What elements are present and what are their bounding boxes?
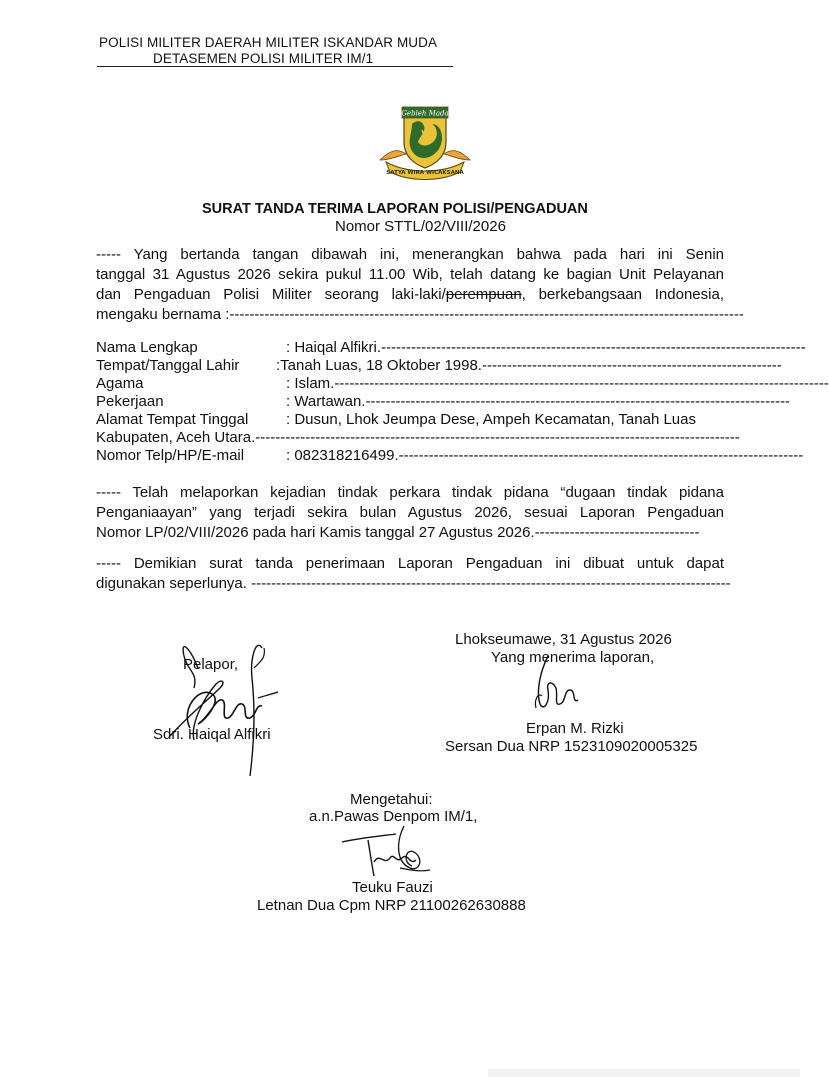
field-row-religion <box>96 375 829 393</box>
intro-line-2: tanggal 31 Agustus 2026 sekira pukul 11.00 Wib, telah datang ke bagian Unit Pelayanan <box>96 266 724 283</box>
field-label: Pekerjaan <box>96 393 164 410</box>
document-title: SURAT TANDA TERIMA LAPORAN POLISI/PENGADUAN <box>202 201 588 217</box>
field-row-address-cont <box>96 429 740 447</box>
closing-line-2: digunakan seperlunya. ------------------------------------------------------------------------------------------------ <box>96 575 731 592</box>
screen-edge-strip <box>488 1069 800 1077</box>
closing-paragraph <box>96 554 731 594</box>
intro-paragraph <box>96 245 744 325</box>
receiver-name: Erpan M. Rizki <box>526 720 624 737</box>
field-row-birth <box>96 357 782 375</box>
field-value: : Islam.--------------------------------------------------------------------------------------------------- <box>286 375 829 392</box>
intro-line-3 <box>96 285 724 305</box>
report-paragraph <box>96 483 724 543</box>
place-and-date: Lhokseumawe, 31 Agustus 2026 <box>455 631 672 648</box>
document-number: Nomor STTL/02/VIII/2026 <box>335 218 506 235</box>
commander-name: Teuku Fauzi <box>352 879 433 896</box>
receiver-label: Yang menerima laporan, <box>491 649 655 666</box>
receiver-rank: Sersan Dua NRP 1523109020005325 <box>445 738 698 755</box>
field-value: : 082318216499.--------------------------------------------------------------------------------- <box>286 447 804 464</box>
closing-line-1: ----- Demikian surat tanda penerimaan Laporan Pengaduan ini dibuat untuk dapat <box>96 555 724 572</box>
logo-banner-text: Gebleh Mada <box>401 109 449 118</box>
receiver-handwritten-signature <box>526 652 586 726</box>
field-row-contact <box>96 447 804 465</box>
unit-emblem-logo <box>372 102 478 186</box>
field-value: : Wartawan.------------------------------------------------------------------------------------- <box>286 393 791 410</box>
logo-ribbon-text: SATYA WIRA WICAKSANA <box>386 170 464 176</box>
field-value: : Dusun, Lhok Jeumpa Dese, Ampeh Kecamatan, Tanah Luas <box>286 411 696 428</box>
field-row-address <box>96 411 724 429</box>
field-label: Nomor Telp/HP/E-mail <box>96 447 245 464</box>
field-value: :Tanah Luas, 18 Oktober 1998.------------------------------------------------------------ <box>276 357 782 374</box>
intro-line-3-b: , berkebangsaan Indonesia, <box>521 286 724 303</box>
report-line-3: Nomor LP/02/VIII/2026 pada hari Kamis tanggal 27 Agustus 2026.--------------------------------- <box>96 524 700 541</box>
acknowledge-label: Mengetahui: <box>350 791 433 808</box>
header-underline <box>97 66 453 67</box>
reporter-label: Pelapor, <box>183 656 239 673</box>
reporter-name: Sdri. Haiqal Alfikri <box>153 726 271 743</box>
commander-rank: Letnan Dua Cpm NRP 21100262630888 <box>257 897 526 914</box>
header-line-1: POLISI MILITER DAERAH MILITER ISKANDAR MUDA <box>99 35 438 50</box>
field-label: Tempat/Tanggal Lahir <box>96 357 240 374</box>
field-label: Agama <box>96 375 144 392</box>
field-label: Nama Lengkap <box>96 339 198 356</box>
report-line-1: ----- Telah melaporkan kejadian tindak perkara tindak pidana “dugaan tindak pidana <box>96 484 724 501</box>
field-value: : Haiqal Alfikri.------------------------------------------------------------------------------------- <box>286 339 806 356</box>
intro-line-4: mengaku bernama :------------------------------------------------------------------------------------------------------- <box>96 306 744 323</box>
field-row-full-name <box>96 339 806 357</box>
report-line-2: Penganiaayan” yang terjadi sekira bulan Agustus 2026, sesuai Laporan Pengaduan <box>96 504 724 521</box>
field-label: Kabupaten, Aceh Utara.------------------------------------------------------------------------------------------------- <box>96 429 740 446</box>
intro-line-1: ----- Yang bertanda tangan dibawah ini, menerangkan bahwa pada hari ini Senin <box>96 246 724 263</box>
reporter-handwritten-signature <box>150 628 290 782</box>
header-line-2: DETASEMEN POLISI MILITER IM/1 <box>153 51 374 66</box>
field-label: Alamat Tempat Tinggal <box>96 411 249 428</box>
field-row-occupation <box>96 393 791 411</box>
intro-line-3-a: dan Pengaduan Polisi Militer seorang laki-laki/ <box>96 286 446 303</box>
struck-gender-option: perempuan <box>445 286 522 303</box>
acknowledge-on-behalf: a.n.Pawas Denpom IM/1, <box>309 808 478 825</box>
commander-handwritten-signature <box>340 822 450 886</box>
